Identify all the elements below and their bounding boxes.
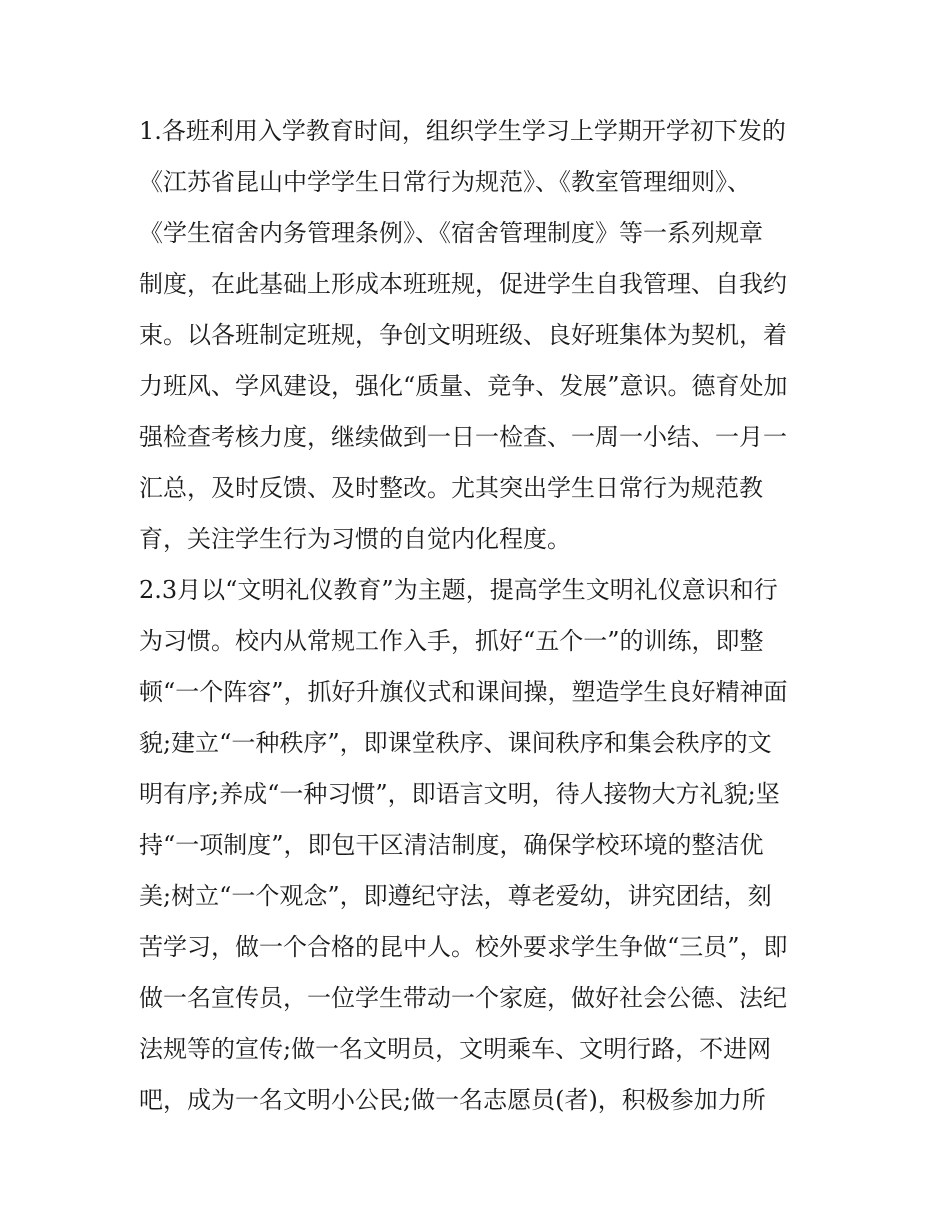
text-line: 持“一项制度”，即包干区清洁制度，确保学校环境的整洁优 bbox=[139, 831, 764, 859]
text-line: 《学生宿舍内务管理条例》、《宿舍管理制度》等一系列规章 bbox=[139, 219, 763, 247]
text-line: 强检查考核力度，继续做到一日一检查、一周一小结、一月一 bbox=[139, 423, 787, 451]
text-line: 吧，成为一名文明小公民;做一名志愿员(者)，积极参加力所 bbox=[139, 1086, 766, 1114]
body-text bbox=[139, 106, 819, 1126]
text-line: 1.各班利用入学教育时间，组织学生学习上学期开学初下发的 bbox=[139, 117, 786, 145]
text-line: 《江苏省昆山中学学生日常行为规范》、《教室管理细则》、 bbox=[139, 168, 751, 196]
text-line: 美;树立“一个观念”，即遵纪守法，尊老爱幼，讲究团结，刻 bbox=[139, 882, 772, 910]
text-line: 育，关注学生行为习惯的自觉内化程度。 bbox=[139, 525, 571, 553]
text-line: 法规等的宣传;做一名文明员，文明乘车、文明行路，不进网 bbox=[139, 1035, 772, 1063]
text-line: 束。以各班制定班规，争创文明班级、良好班集体为契机，着 bbox=[139, 321, 787, 349]
text-line: 明有序;养成“一种习惯”，即语言文明，待人接物大方礼貌;坚 bbox=[139, 780, 780, 808]
text-line: 貌;建立“一种秩序”，即课堂秩序、课间秩序和集会秩序的文 bbox=[139, 729, 772, 757]
text-line: 苦学习，做一个合格的昆中人。校外要求学生争做“三员”，即 bbox=[139, 933, 788, 961]
text-line: 力班风、学风建设，强化“质量、竞争、发展”意识。德育处加 bbox=[139, 372, 788, 400]
text-line: 顿“一个阵容”，抓好升旗仪式和课间操，塑造学生良好精神面 bbox=[139, 678, 788, 706]
text-line: 制度，在此基础上形成本班班规，促进学生自我管理、自我约 bbox=[139, 270, 787, 298]
text-line: 汇总，及时反馈、及时整改。尤其突出学生日常行为规范教 bbox=[139, 474, 763, 502]
text-line: 为习惯。校内从常规工作入手，抓好“五个一”的训练，即整 bbox=[139, 627, 764, 655]
text-line: 2.3月以“文明礼仪教育”为主题，提高学生文明礼仪意识和行 bbox=[139, 576, 778, 604]
text-line: 做一名宣传员，一位学生带动一个家庭，做好社会公德、法纪 bbox=[139, 984, 787, 1012]
